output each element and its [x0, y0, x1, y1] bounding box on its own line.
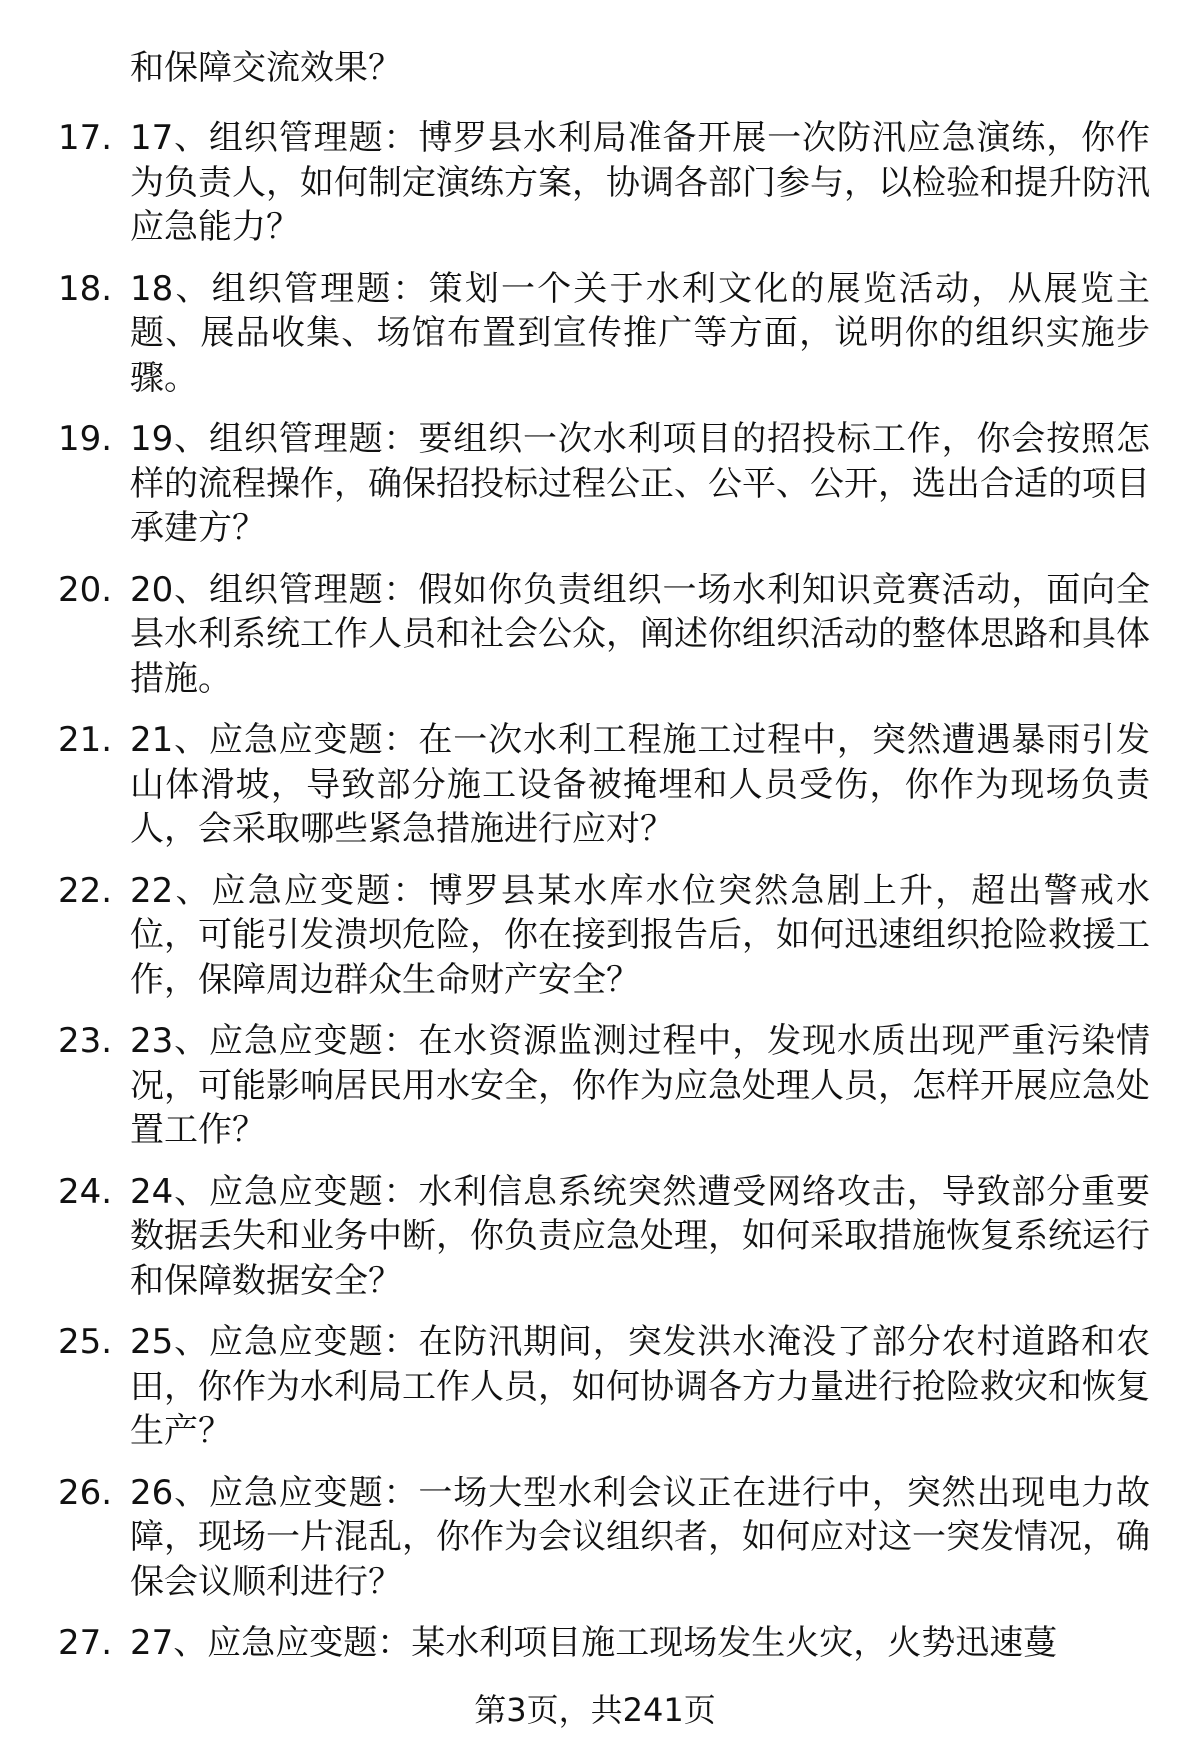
question-number: 21.: [58, 720, 113, 760]
question-number: 22.: [58, 870, 113, 911]
question-text: 24、应急应变题：水利信息系统突然遭受网络攻击，导致部分重要数据丢失和业务中断，你负责应急处理，如何采取措施恢复系统运行和保障数据安全？: [130, 1171, 1150, 1301]
question-text: 26、应急应变题：一场大型水利会议正在进行中，突然出现电力故障，现场一片混乱，你作为会议组织者，如何应对这一突发情况，确保会议顺利进行？: [130, 1472, 1150, 1602]
question-number: 18.: [58, 268, 113, 309]
question-text: 21、应急应变题：在一次水利工程施工过程中，突然遭遇暴雨引发山体滑坡，导致部分施工设备被掩埋和人员受伤，你作为现场负责人，会采取哪些紧急措施进行应对？: [130, 720, 1150, 849]
question-number: 25.: [58, 1322, 113, 1362]
question-text: 22、应急应变题：博罗县某水库水位突然急剧上升，超出警戒水位，可能引发溃坝危险，你在接到报告后，如何迅速组织抢险救援工作，保障周边群众生命财产安全？: [130, 870, 1150, 1000]
list-item: [0, 267, 1190, 401]
list-item: [0, 568, 1190, 702]
question-text: 25、应急应变题：在防汛期间，突发洪水淹没了部分农村道路和农田，你作为水利局工作人员，如何协调各方力量进行抢险救灾和恢复生产？: [130, 1322, 1150, 1451]
question-text: 17、组织管理题：博罗县水利局准备开展一次防汛应急演练，你作为负责人，如何制定演练方案，协调各部门参与，以检验和提升防汛应急能力？: [130, 118, 1150, 247]
list-item: [0, 1170, 1190, 1304]
question-text: 18、组织管理题：策划一个关于水利文化的展览活动，从展览主题、展品收集、场馆布置到宣传推广等方面，说明你的组织实施步骤。: [130, 268, 1150, 398]
question-number: 26.: [58, 1472, 113, 1513]
question-number: 27.: [58, 1623, 113, 1663]
list-item: [0, 869, 1190, 1003]
question-number: 17.: [58, 118, 113, 158]
list-item: [0, 116, 1190, 250]
question-number: 20.: [58, 569, 113, 610]
question-text: 27、应急应变题：某水利项目施工现场发生火灾，火势迅速蔓: [130, 1623, 1058, 1663]
list-item: [0, 1019, 1190, 1153]
question-text: 20、组织管理题：假如你负责组织一场水利知识竞赛活动，面向全县水利系统工作人员和社会公众，阐述你组织活动的整体思路和具体措施。: [130, 569, 1150, 699]
question-text: 19、组织管理题：要组织一次水利项目的招投标工作，你会按照怎样的流程操作，确保招投标过程公正、公平、公开，选出合适的项目承建方？: [130, 419, 1150, 548]
question-text: 23、应急应变题：在水资源监测过程中，发现水质出现严重污染情况，可能影响居民用水安全，你作为应急处理人员，怎样开展应急处置工作？: [130, 1021, 1150, 1150]
question-number: 19.: [58, 419, 113, 459]
list-item: [0, 1320, 1190, 1454]
question-number: 24.: [58, 1171, 113, 1212]
list-item: [0, 718, 1190, 852]
continuation-text: 和保障交流效果？: [130, 48, 402, 88]
list-item: [0, 417, 1190, 551]
question-number: 23.: [58, 1021, 113, 1061]
list-item: [0, 1621, 1190, 1666]
page-footer: 第3页，共241页: [474, 1691, 716, 1729]
list-item: [0, 1471, 1190, 1605]
question-list: [0, 116, 1190, 1683]
